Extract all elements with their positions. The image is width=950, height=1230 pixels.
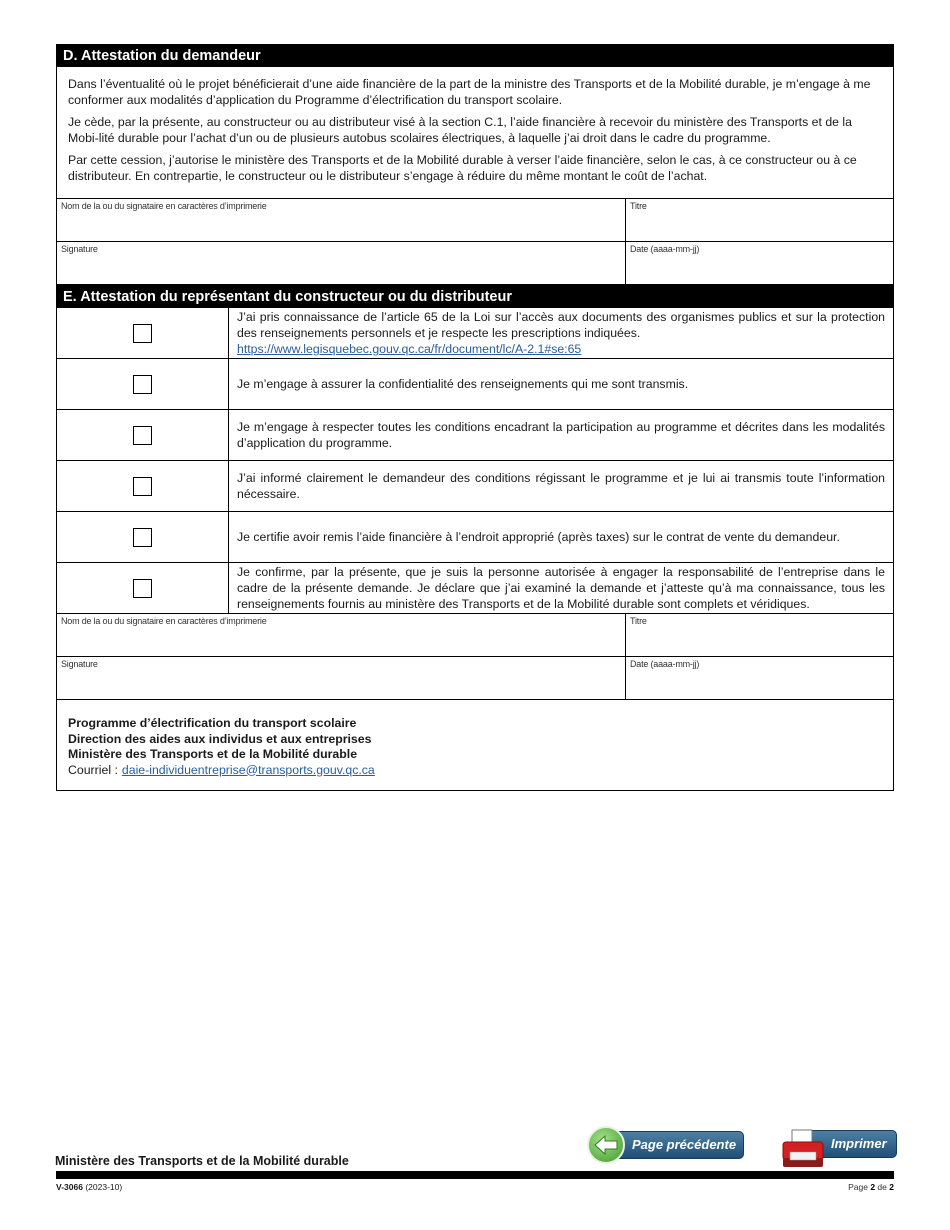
law-link[interactable]: https://www.legisquebec.gouv.qc.ca/fr/document/lc/A-2.1#se:65: [237, 342, 582, 356]
form-version: (2023-10): [85, 1182, 123, 1192]
attestation-row: [56, 461, 894, 512]
date-field[interactable]: [626, 242, 893, 284]
checkbox-cell: [57, 359, 229, 409]
attestation-checkbox[interactable]: [133, 579, 152, 598]
attestation-text: [229, 461, 893, 511]
section-d-paragraph: Je cède, par la présente, au constructeur ou au distributeur visé à la section C.1, l’aide financière à recevoir du ministère des Transports et de la Mobi-lité durable pour l’achat d’un ou de plusieurs autobus scolaires électriques, à laquelle j’ai droit dans le cadre du programme.: [68, 115, 853, 145]
attestation-row: [56, 308, 894, 359]
section-e-signature-row: [56, 657, 894, 700]
print-button[interactable]: [780, 1128, 898, 1170]
page-current: 2: [870, 1182, 876, 1192]
attestation-text: [229, 359, 893, 409]
attestation-checkbox[interactable]: [133, 375, 152, 394]
page-indicator: [848, 1182, 894, 1192]
field-label: Date (aaaa-mm-jj): [630, 659, 700, 669]
section-d-header: D. Attestation du demandeur: [56, 44, 894, 67]
representative-name-field[interactable]: [57, 614, 626, 656]
attestation-checkbox[interactable]: [133, 426, 152, 445]
checkbox-cell: [57, 410, 229, 460]
attestation-text: [229, 410, 893, 460]
email-line: [68, 763, 882, 779]
representative-signature-field[interactable]: [57, 657, 626, 699]
field-label: Nom de la ou du signataire en caractères d’imprimerie: [61, 616, 267, 626]
attestation-text: [229, 308, 893, 358]
attestation-checkbox[interactable]: [133, 324, 152, 343]
attestation-label: Je m’engage à respecter toutes les conditions encadrant la participation au programme et décrites dans les modalités d’application du programme.: [237, 420, 885, 450]
section-d-signature-row: [56, 242, 894, 285]
attestation-text: [229, 563, 893, 613]
direction-name: Direction des aides aux individus et aux entreprises: [68, 731, 372, 746]
footer-divider: [56, 1171, 894, 1179]
section-d-text: [56, 67, 894, 199]
attestation-label: Je confirme, par la présente, que je suis la personne autorisée à engager la responsabilité de l’entreprise dans le cadre de la présente demande. Je déclare que j’ai examiné la demande et j’atteste qu’à ma connaissance, tous les renseignements fournis au ministère des Transports et de la Mobilité durable sont complets et véridiques.: [237, 565, 885, 611]
program-name: Programme d’électrification du transport scolaire: [68, 716, 357, 730]
signature-field[interactable]: [57, 242, 626, 284]
field-label: Nom de la ou du signataire en caractères d’imprimerie: [61, 201, 267, 211]
attestation-label: J’ai pris connaissance de l’article 65 de la Loi sur l’accès aux documents des organismes publics et sur la protection des renseignements personnels et je respecte les prescriptions indiquées.: [237, 310, 885, 340]
field-label: Signature: [61, 244, 98, 254]
section-e-header: E. Attestation du représentant du constructeur ou du distributeur: [56, 285, 894, 308]
email-label: Courriel :: [68, 762, 118, 777]
footer-ministry: Ministère des Transports et de la Mobilité durable: [55, 1154, 349, 1168]
previous-page-label: Page précédente: [599, 1131, 744, 1159]
ministry-name: Ministère des Transports et de la Mobilité durable: [68, 747, 358, 761]
back-arrow-icon: [587, 1126, 625, 1164]
field-label: Date (aaaa-mm-jj): [630, 244, 700, 254]
attestation-label: Je certifie avoir remis l’aide financière à l’endroit approprié (après taxes) sur le contrat de vente du demandeur.: [237, 530, 840, 544]
printer-icon: [780, 1128, 830, 1170]
checkbox-cell: [57, 308, 229, 358]
section-d-paragraph: Dans l’éventualité où le projet bénéficierait d’une aide financière de la part de la ministre des Transports et de la Mobilité durable, je m’engage à me conformer aux modalités d’application du Programme d’électrification du transport scolaire.: [68, 77, 871, 107]
page-total: 2: [889, 1182, 894, 1192]
representative-title-field[interactable]: [626, 614, 893, 656]
attestation-text: [229, 512, 893, 562]
email-link[interactable]: daie-individuentreprise@transports.gouv.qc.ca: [121, 762, 375, 777]
attestation-checkbox[interactable]: [133, 477, 152, 496]
checkbox-cell: [57, 563, 229, 613]
attestation-checkbox[interactable]: [133, 528, 152, 547]
field-label: Titre: [630, 616, 647, 626]
page-of: de: [877, 1182, 887, 1192]
attestation-row: [56, 563, 894, 614]
signatory-title-field[interactable]: [626, 199, 893, 241]
section-d-paragraph: Par cette cession, j’autorise le ministère des Transports et de la Mobilité durable à verser l’aide financière, selon le cas, à ce constructeur ou à ce distributeur. En contrepartie, le constructeur ou le distributeur s’engage à réduire du même montant le coût de l’achat.: [68, 153, 857, 183]
form-code: [56, 1182, 122, 1192]
checkbox-cell: [57, 461, 229, 511]
page-word: Page: [848, 1182, 868, 1192]
attestation-label: J’ai informé clairement le demandeur des conditions régissant le programme et je lui ai transmis toute l’information nécessaire.: [237, 471, 885, 501]
attestation-row: [56, 410, 894, 461]
representative-date-field[interactable]: [626, 657, 893, 699]
attestation-row: [56, 512, 894, 563]
contact-block: [56, 700, 894, 791]
attestation-row: [56, 359, 894, 410]
form-number: V-3066: [56, 1182, 83, 1192]
field-label: Signature: [61, 659, 98, 669]
checkbox-cell: [57, 512, 229, 562]
signatory-name-field[interactable]: [57, 199, 626, 241]
section-e-name-row: [56, 614, 894, 657]
previous-page-button[interactable]: [587, 1126, 745, 1166]
field-label: Titre: [630, 201, 647, 211]
section-d-name-row: [56, 199, 894, 242]
print-label: Imprimer: [802, 1130, 897, 1158]
attestation-label: Je m’engage à assurer la confidentialité des renseignements qui me sont transmis.: [237, 377, 689, 391]
form: [56, 44, 894, 791]
